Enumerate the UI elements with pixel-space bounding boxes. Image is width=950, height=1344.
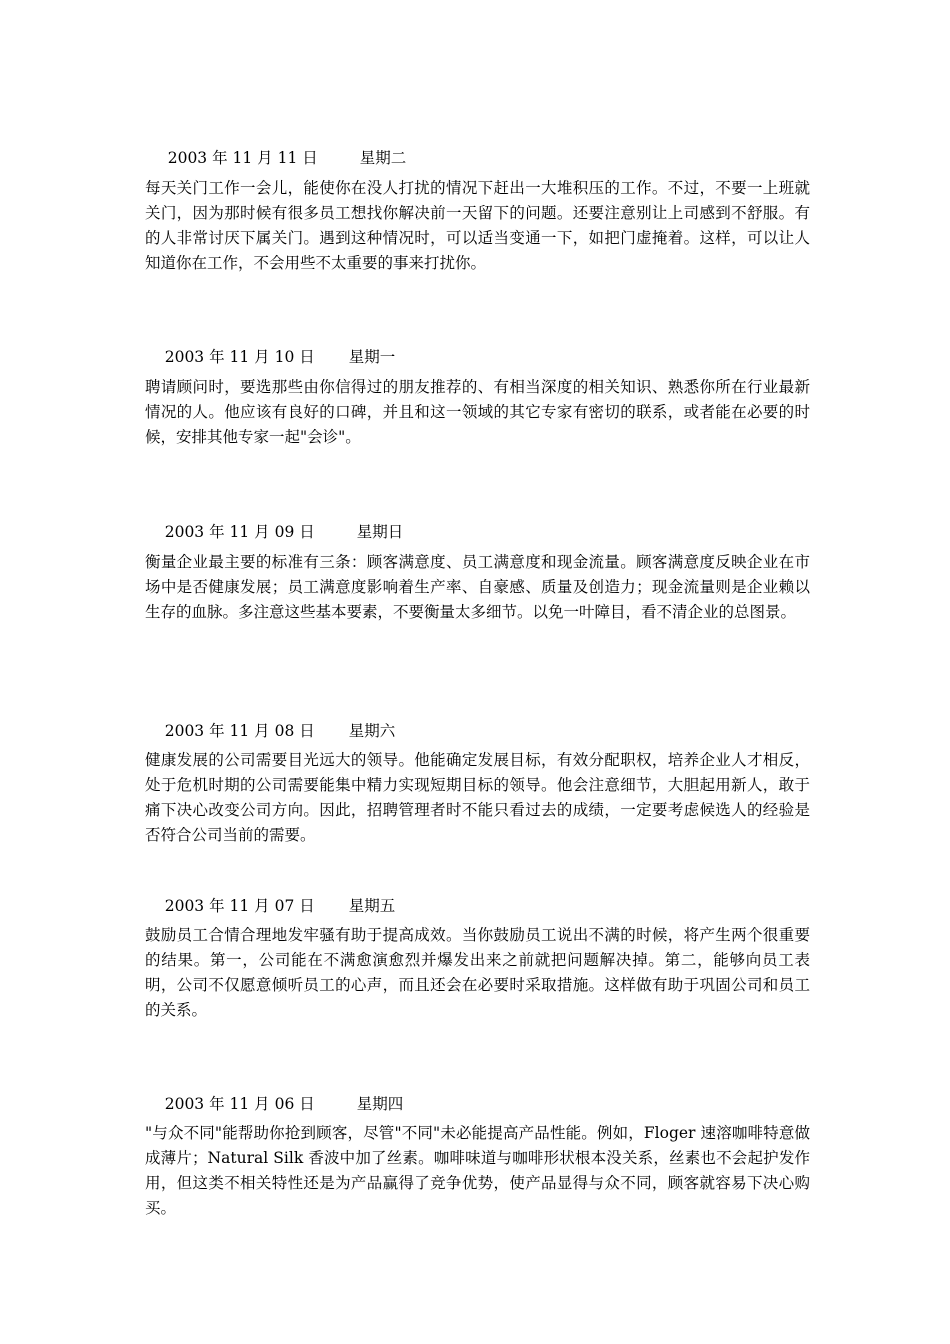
entry-date: 2003 年 11 月 09 日: [164, 523, 315, 541]
entry-paragraph: 聘请顾问时，要选那些由你信得过的朋友推荐的、有相当深度的相关知识、熟悉你所在行业最新情况的人。他应该有良好的口碑，并且和这一领域的其它专家有密切的联系，或者能在必要的时候，安排其他专家一起"会诊"。: [145, 378, 810, 446]
entry-date: 2003 年 11 月 07 日: [164, 897, 315, 915]
entry-paragraph: 每天关门工作一会儿，能使你在没人打扰的情况下赶出一大堆积压的工作。不过，不要一上班就关门，因为那时候有很多员工想找你解决前一天留下的问题。还要注意别让上司感到不舒服。有的人非常讨厌下属关门。遇到这种情况时，可以适当变通一下，如把门虚掩着。这样，可以让人知道你在工作，不会用些不太重要的事来打扰你。: [145, 179, 810, 272]
entry-paragraph: "与众不同"能帮助你抢到顾客，尽管"不同"未必能提高产品性能。例如，Floger 速溶咖啡特意做成薄片；Natural Silk 香波中加了丝素。咖啡味道与咖啡形状根本没关系，丝素也不会起护发作用，但这类不相关特性还是为产品赢得了竞争优势，使产品显得与众不同，顾客就容易下决心购买。: [145, 1124, 810, 1217]
entry-weekday: 星期一: [348, 348, 396, 366]
entry-weekday: 星期六: [348, 722, 396, 740]
entry-date: 2003 年 11 月 11 日: [167, 149, 318, 167]
entry-paragraph: 健康发展的公司需要目光远大的领导。他能确定发展目标，有效分配职权，培养企业人才相反，处于危机时期的公司需要能集中精力实现短期目标的领导。他会注意细节，大胆起用新人，敢于痛下决心改变公司方向。因此，招聘管理者时不能只看过去的成绩，一定要考虑候选人的经验是否符合公司当前的需要。: [145, 751, 810, 844]
entry-weekday: 星期日: [356, 523, 404, 541]
entry-date: 2003 年 11 月 06 日: [164, 1095, 315, 1113]
entry-weekday: 星期四: [356, 1095, 404, 1113]
entry-weekday: 星期五: [348, 897, 396, 915]
entry-paragraph: 鼓励员工合情合理地发牢骚有助于提高成效。当你鼓励员工说出不满的时候，将产生两个很重要的结果。第一，公司能在不满愈演愈烈并爆发出来之前就把问题解决掉。第二，能够向员工表明，公司不仅愿意倾听员工的心声，而且还会在必要时采取措施。这样做有助于巩固公司和员工的关系。: [145, 926, 810, 1019]
entry-date: 2003 年 11 月 08 日: [164, 722, 315, 740]
entry-date: 2003 年 11 月 10 日: [164, 348, 315, 366]
entry-paragraph: 衡量企业最主要的标准有三条：顾客满意度、员工满意度和现金流量。顾客满意度反映企业在市场中是否健康发展；员工满意度影响着生产率、自豪感、质量及创造力；现金流量则是企业赖以生存的血脉。多注意这些基本要素，不要衡量太多细节。以免一叶障目，看不清企业的总图景。: [145, 553, 810, 621]
entry-weekday: 星期二: [359, 149, 407, 167]
